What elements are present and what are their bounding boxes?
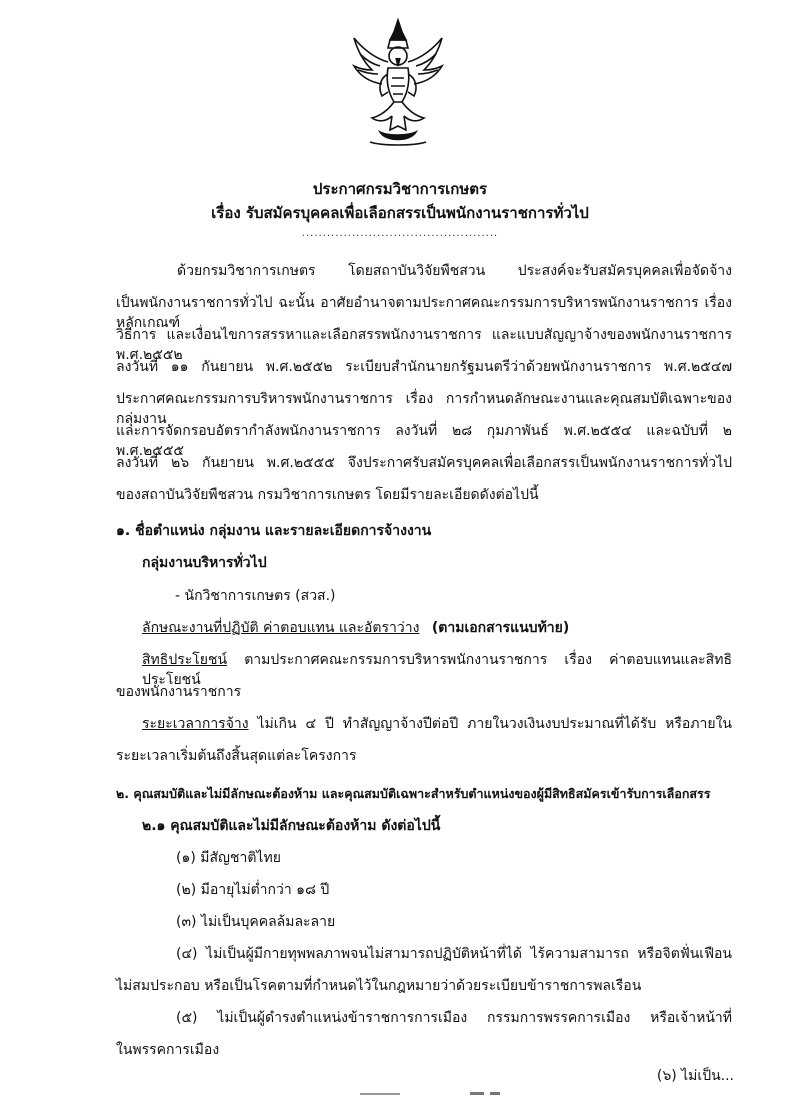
benefit-text-cont: ของพนักงานราชการ — [116, 684, 242, 700]
term-text-cont: ระยะเวลาเริ่มต้นถึงสิ้นสุดแต่ละโครงการ — [116, 748, 357, 764]
position-item: - นักวิชาการเกษตร (สวส.) — [175, 588, 336, 604]
qualification-5: (๕) ไม่เป็นผู้ดำรงตำแหน่งข้าราชการการเมือง กรรมการพรรคการเมือง หรือเจ้าหน้าที่ — [176, 1010, 732, 1026]
qualification-1: (๑) มีสัญชาติไทย — [176, 850, 281, 866]
benefit-text: ตามประกาศคณะกรรมการบริหารพนักงานราชการ เรื่อง ค่าตอบแทนและสิทธิประโยชน์ — [142, 652, 732, 688]
intro-line-2: เป็นพนักงานราชการทั่วไป ฉะนั้น อาศัยอำนาจตามประกาศคณะกรรมการบริหารพนักงานราชการ เรื่อง หลักเกณฑ์ — [116, 295, 732, 331]
term-line — [142, 714, 732, 734]
benefit-label: สิทธิประโยชน์ — [142, 652, 228, 668]
section-1-heading: ๑. ชื่อตำแหน่ง กลุ่มงาน และรายละเอียดการจ้างงาน — [116, 523, 432, 539]
duty-note: (ตามเอกสารแนบท้าย) — [431, 620, 570, 636]
qualification-5-cont: ในพรรคการเมือง — [116, 1042, 220, 1058]
announcement-subject: เรื่อง รับสมัครบุคคลเพื่อเลือกสรรเป็นพนักงานราชการทั่วไป — [211, 204, 589, 222]
intro-line-5: ประกาศคณะกรรมการบริหารพนักงานราชการ เรื่อง การกำหนดลักษณะงานและคุณสมบัติเฉพาะของกลุ่มงาน — [116, 391, 732, 427]
intro-line-8: ของสถาบันวิจัยพืชสวน กรมวิชาการเกษตร โดยมีรายละเอียดดังต่อไปนี้ — [116, 487, 539, 503]
title-separator: ............................................... — [301, 228, 499, 239]
duty-line — [142, 618, 569, 638]
qualification-3: (๓) ไม่เป็นบุคคลล้มละลาย — [176, 914, 336, 930]
intro-line-1: ด้วยกรมวิชาการเกษตร โดยสถาบันวิจัยพืชสวน ประสงค์จะรับสมัครบุคคลเพื่อจัดจ้าง — [177, 263, 732, 279]
intro-line-6: และการจัดกรอบอัตรากำลังพนักงานราชการ ลงวันที่ ๒๘ กุมภาพันธ์ พ.ศ.๒๕๕๔ และฉบับที่ ๒ พ.ศ.๒๕๕๕ — [116, 423, 732, 459]
announcement-title: ประกาศกรมวิชาการเกษตร — [312, 180, 488, 198]
term-label: ระยะเวลาการจ้าง — [142, 716, 249, 732]
intro-line-7: ลงวันที่ ๒๖ กันยายน พ.ศ.๒๕๕๕ จึงประกาศรับสมัครบุคคลเพื่อเลือกสรรเป็นพนักงานราชการทั่วไป — [116, 455, 732, 471]
qualification-4: (๔) ไม่เป็นผู้มีกายทุพพลภาพจนไม่สามารถปฏิบัติหน้าที่ได้ ไร้ความสามารถ หรือจิตฟั่นเฟือน — [176, 946, 732, 962]
qualification-4-cont: ไม่สมประกอบ หรือเป็นโรคตามที่กำหนดไว้ในกฎหมายว่าด้วยระเบียบข้าราชการพลเรือน — [116, 978, 642, 994]
scan-artifact-marks — [360, 1090, 520, 1098]
intro-line-3: วิธีการ และเงื่อนไขการสรรหาและเลือกสรรพนักงานราชการ และแบบสัญญาจ้างของพนักงานราชการ พ.ศ.๒๕๕๒ — [116, 327, 732, 363]
qualification-2: (๒) มีอายุไม่ต่ำกว่า ๑๘ ปี — [176, 882, 330, 898]
work-group: กลุ่มงานบริหารทั่วไป — [142, 555, 267, 571]
section-2-1-heading: ๒.๑ คุณสมบัติและไม่มีลักษณะต้องห้าม ดังต่อไปนี้ — [142, 818, 441, 834]
term-text: ไม่เกิน ๔ ปี ทำสัญญาจ้างปีต่อปี ภายในวงเงินงบประมาณที่ได้รับ หรือภายใน — [257, 716, 732, 732]
section-2-heading: ๒. คุณสมบัติและไม่มีลักษณะต้องห้าม และคุณสมบัติเฉพาะสำหรับตำแหน่งของผู้มีสิทธิสมัครเข้ารับการเลือกสรร — [116, 786, 711, 801]
continuation-marker: (๖) ไม่เป็น... — [656, 1068, 734, 1084]
duty-label: ลักษณะงานที่ปฏิบัติ ค่าตอบแทน และอัตราว่าง — [142, 620, 420, 636]
garuda-emblem-icon — [350, 18, 446, 150]
intro-line-4: ลงวันที่ ๑๑ กันยายน พ.ศ.๒๕๕๒ ระเบียบสำนักนายกรัฐมนตรีว่าด้วยพนักงานราชการ พ.ศ.๒๕๔๗ — [116, 359, 732, 375]
